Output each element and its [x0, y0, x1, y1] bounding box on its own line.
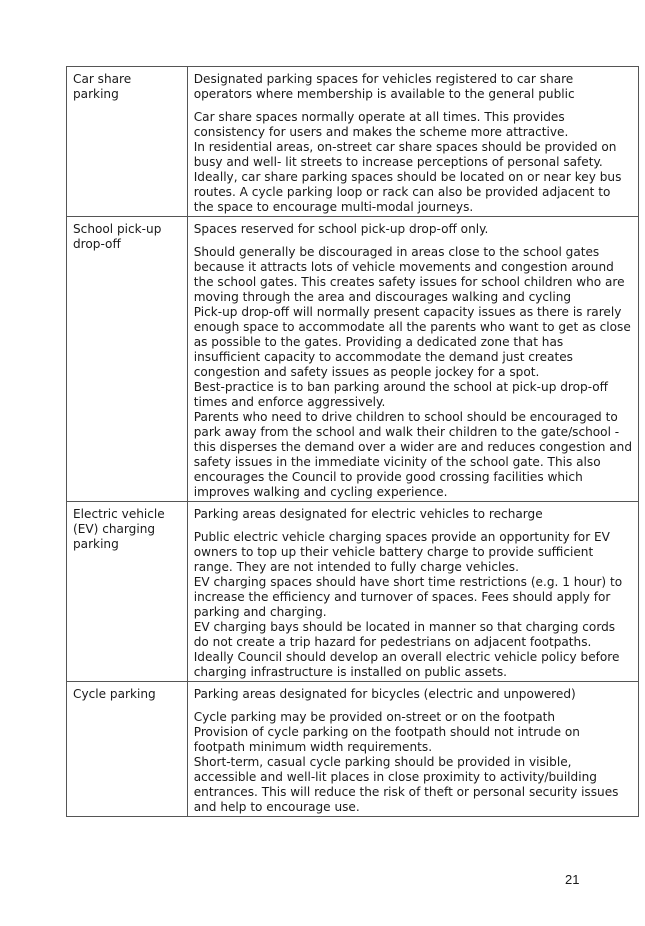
row-label-cell — [67, 217, 188, 502]
row-detail-line: Ideally Council should develop an overall electric vehicle policy before charging infrastructure is installed on public assets. — [193, 650, 620, 679]
row-detail-line: Provision of cycle parking on the footpath should not intrude on footpath minimum width requirements. — [193, 725, 580, 754]
row-content-cell — [187, 217, 638, 502]
row-label: Electric vehicle (EV) charging parking — [73, 507, 165, 551]
row-content-cell — [187, 682, 638, 817]
row-label-cell — [67, 502, 188, 682]
row-detail-line: Public electric vehicle charging spaces provide an opportunity for EV owners to top up their vehicle battery charge to provide sufficient range. They are not intended to fully charge vehicles. — [193, 530, 610, 574]
row-detail-line: Car share spaces normally operate at all times. This provides consistency for users and makes the scheme more attractive. — [193, 110, 569, 139]
table-row — [67, 67, 639, 217]
row-detail-line: Cycle parking may be provided on-street or on the footpath — [193, 710, 556, 724]
table-row — [67, 682, 639, 817]
row-detail-line: Parents who need to drive children to school should be encouraged to park away from the school and walk their children to the gate/school - this disperses the demand over a wider are and reduces congestion and safety issues in the immediate vicinity of the school gate. This also encourages the Council to provide good crossing facilities which improves walking and cycling experience. — [193, 410, 633, 499]
row-detail-line: In residential areas, on-street car share spaces should be provided on busy and well- lit streets to increase perceptions of personal safety. — [193, 140, 617, 169]
row-content-cell — [187, 67, 638, 217]
row-label-cell — [67, 67, 188, 217]
table-row — [67, 502, 639, 682]
parking-policy-table — [66, 66, 639, 817]
row-detail-line: Pick-up drop-off will normally present capacity issues as there is rarely enough space to accommodate all the parents who want to get as close as possible to the gates. Providing a dedicated zone that has insufficient capacity to accommodate the demand just creates congestion and safety issues as people jockey for a spot. — [193, 305, 631, 379]
row-content-cell — [187, 502, 638, 682]
row-summary: Designated parking spaces for vehicles registered to car share operators where membership is available to the general public — [193, 72, 575, 101]
row-detail-line: Ideally, car share parking spaces should be located on or near key bus routes. A cycle parking loop or rack can also be provided adjacent to the space to encourage multi-modal journeys. — [193, 170, 622, 214]
row-label: Cycle parking — [73, 687, 156, 701]
row-summary: Parking areas designated for bicycles (electric and unpowered) — [193, 687, 576, 701]
page-number: 21 — [565, 872, 580, 887]
row-summary: Spaces reserved for school pick-up drop-off only. — [193, 222, 489, 236]
table-row — [67, 217, 639, 502]
row-label: Car share parking — [73, 72, 132, 101]
row-detail-line: Short-term, casual cycle parking should be provided in visible, accessible and well-lit places in close proximity to activity/building entrances. This will reduce the risk of theft or personal security issues and help to encourage use. — [193, 755, 619, 814]
row-detail-line: Best-practice is to ban parking around the school at pick-up drop-off times and enforce aggressively. — [193, 380, 609, 409]
row-label: School pick-up drop-off — [73, 222, 162, 251]
row-detail-line: EV charging spaces should have short time restrictions (e.g. 1 hour) to increase the efficiency and turnover of spaces. Fees should apply for parking and charging. — [193, 575, 623, 619]
row-detail-line: EV charging bays should be located in manner so that charging cords do not create a trip hazard for pedestrians on adjacent footpaths. — [193, 620, 616, 649]
row-summary: Parking areas designated for electric vehicles to recharge — [193, 507, 543, 521]
row-detail-line: Should generally be discouraged in areas close to the school gates because it attracts lots of vehicle movements and congestion around the school gates. This creates safety issues for school children who are moving through the area and discourages walking and cycling — [193, 245, 625, 304]
row-label-cell — [67, 682, 188, 817]
